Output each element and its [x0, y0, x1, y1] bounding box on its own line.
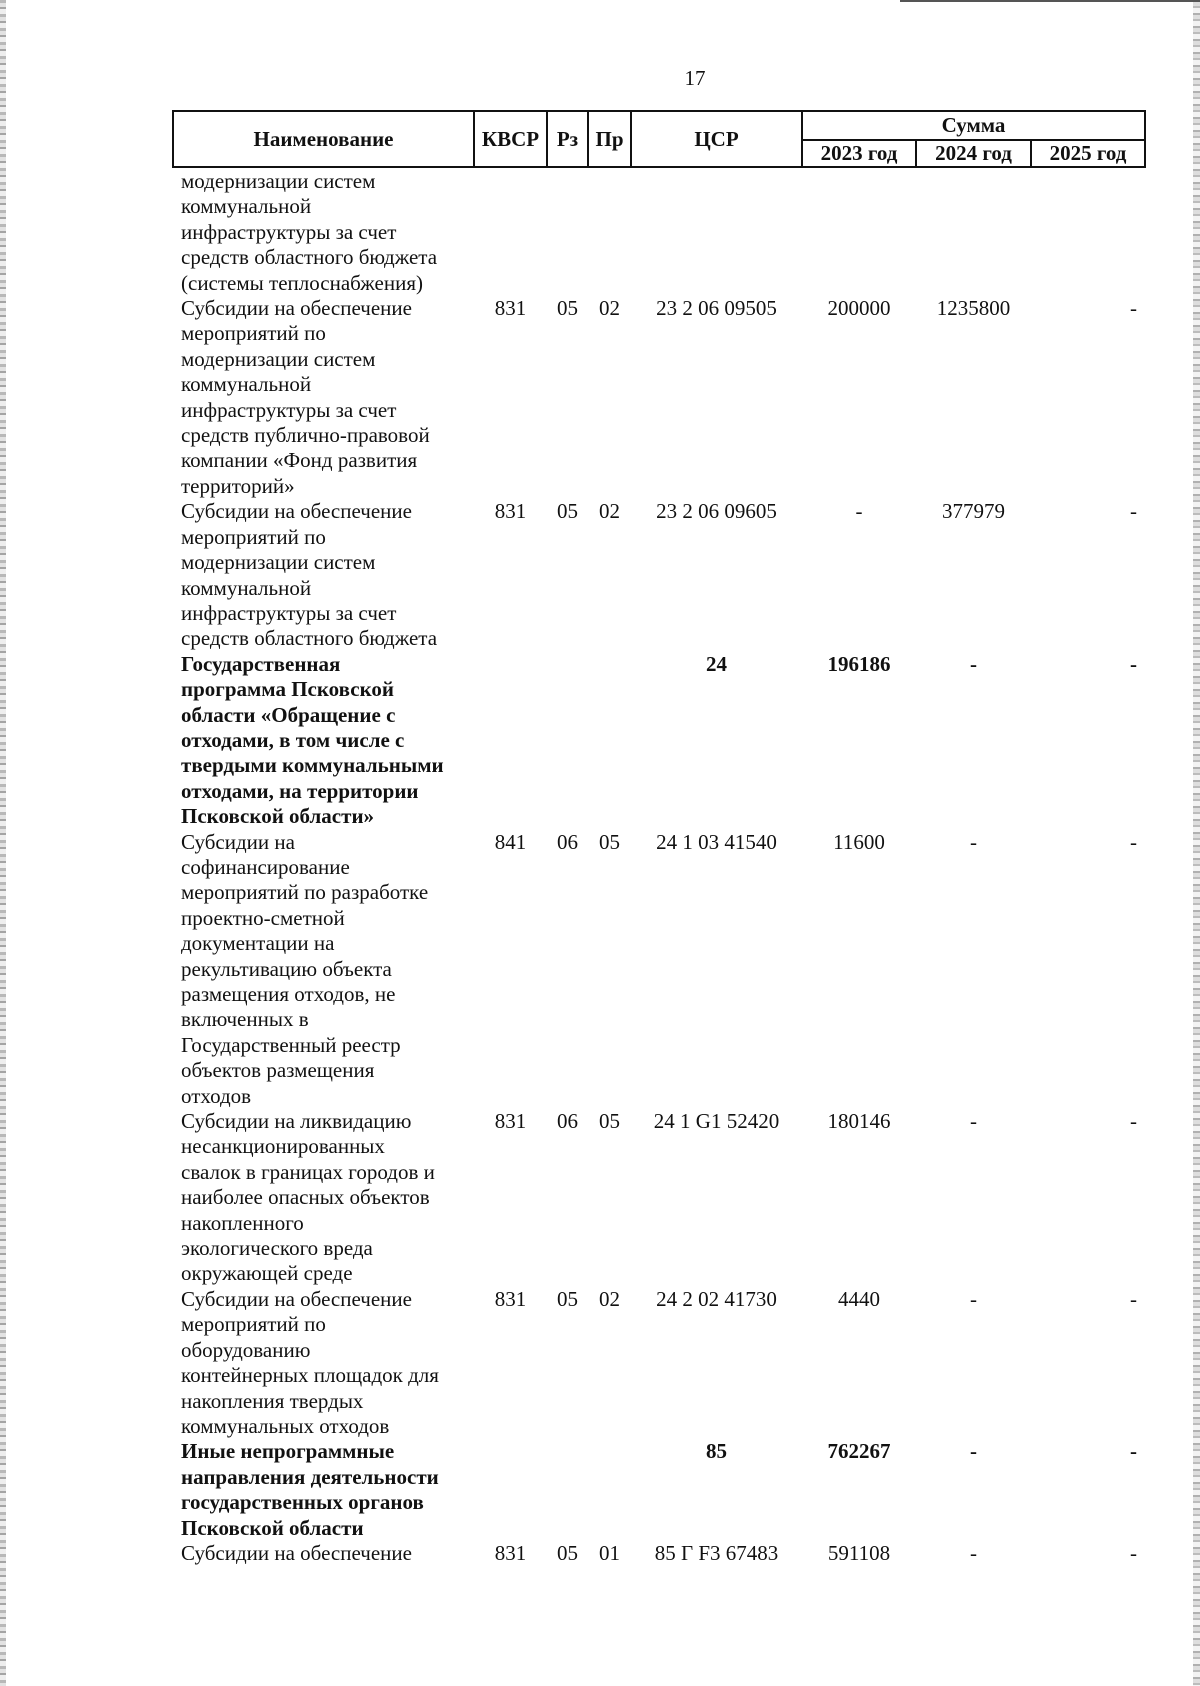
name-line: программа Псковской: [181, 677, 395, 702]
name-line: области «Обращение с: [181, 702, 396, 727]
scan-top-line: [900, 0, 1200, 2]
name-line: направления деятельности: [181, 1464, 439, 1489]
cell-2024: -: [970, 829, 977, 854]
name-line: (системы теплоснабжения): [181, 270, 423, 295]
cell-2023: 196186: [827, 651, 891, 676]
name-line: проектно-сметной: [181, 905, 345, 930]
cell-2023: 180146: [827, 1109, 891, 1134]
name-line: Иные непрограммные: [181, 1439, 395, 1464]
cell-name: [173, 167, 474, 296]
cell-csr: 24 2 02 41730: [656, 1286, 777, 1311]
cell-2023: 762267: [827, 1439, 891, 1464]
cell-2023: 11600: [833, 829, 885, 854]
name-line: Субсидии на обеспечение: [181, 1540, 412, 1565]
cell-rz: 05: [557, 1286, 578, 1311]
cell-2024: 1235800: [936, 296, 1011, 321]
name-line: компании «Фонд развития: [181, 448, 418, 473]
cell-csr: 85: [706, 1439, 727, 1464]
name-line: свалок в границах городов и: [181, 1159, 435, 1184]
cell-pr: [588, 167, 631, 296]
name-line: рекультивацию объекта: [181, 956, 392, 981]
cell-pr: [588, 652, 631, 830]
table-header: [173, 111, 1145, 167]
cell-kvsr: 831: [494, 296, 527, 321]
table-row: [173, 167, 1145, 296]
name-line: мероприятий по: [181, 524, 326, 549]
header-kvsr: КВСР: [474, 111, 547, 167]
name-line: Субсидии на ликвидацию: [181, 1109, 412, 1134]
cell-rz: 05: [557, 499, 578, 524]
name-line: накопления твердых: [181, 1388, 364, 1413]
name-line: включенных в: [181, 1007, 309, 1032]
name-line: объектов размещения: [181, 1058, 375, 1083]
name-line: средств публично-правовой: [181, 423, 430, 448]
name-line: коммунальной: [181, 194, 312, 219]
name-line: коммунальных отходов: [181, 1413, 390, 1438]
name-line: Государственный реестр: [181, 1032, 401, 1057]
cell-pr: 05: [599, 829, 620, 854]
name-line: средств областного бюджета: [181, 626, 438, 651]
table-row: [173, 830, 1145, 1109]
name-line: инфраструктуры за счет: [181, 397, 397, 422]
table-row: [173, 1541, 1145, 1566]
name-line: Субсидии на обеспечение: [181, 1286, 412, 1311]
header-name: Наименование: [173, 111, 474, 167]
name-line: инфраструктуры за счет: [181, 219, 397, 244]
cell-2025: [1031, 167, 1145, 296]
table-row: [173, 499, 1145, 651]
cell-name: [173, 499, 474, 651]
cell-name: [173, 1109, 474, 1287]
cell-pr: [588, 1439, 631, 1541]
cell-rz: 05: [557, 296, 578, 321]
name-line: инфраструктуры за счет: [181, 600, 397, 625]
cell-csr: [631, 167, 802, 296]
name-line: средств областного бюджета: [181, 245, 438, 270]
cell-name: [173, 1541, 474, 1566]
cell-2024: 377979: [942, 499, 1005, 524]
name-line: мероприятий по: [181, 321, 326, 346]
name-line: накопленного: [181, 1210, 304, 1235]
cell-pr: 05: [599, 1109, 620, 1134]
cell-2025: -: [1130, 296, 1138, 321]
table-row: [173, 1109, 1145, 1287]
name-line: наиболее опасных объектов: [181, 1185, 430, 1210]
scan-edge-right: [1193, 0, 1200, 1686]
cell-csr: 23 2 06 09505: [656, 296, 777, 321]
name-line: Государственная: [181, 651, 341, 676]
header-year-2024: 2024 год: [916, 140, 1031, 167]
header-sum: Сумма: [802, 111, 1145, 140]
cell-rz: 06: [557, 829, 578, 854]
cell-name: [173, 1287, 474, 1439]
cell-kvsr: 831: [494, 1109, 527, 1134]
name-line: коммунальной: [181, 372, 312, 397]
cell-csr: 85 Г F3 67483: [654, 1540, 779, 1565]
header-year-2023: 2023 год: [802, 140, 916, 167]
name-line: отходами, в том числе с: [181, 727, 405, 752]
cell-2023: 200000: [827, 296, 891, 321]
table-row: [173, 1439, 1145, 1541]
name-line: отходами, на территории: [181, 778, 419, 803]
header-year-2025: 2025 год: [1031, 140, 1145, 167]
cell-kvsr: [474, 167, 547, 296]
cell-rz: [547, 1439, 588, 1541]
name-line: территорий»: [181, 473, 295, 498]
cell-2025: -: [1130, 1109, 1138, 1134]
name-line: модернизации систем: [181, 346, 376, 371]
name-line: контейнерных площадок для: [181, 1363, 439, 1388]
cell-rz: 06: [557, 1109, 578, 1134]
name-line: софинансирование: [181, 854, 350, 879]
cell-2024: -: [970, 1109, 977, 1134]
cell-pr: 02: [599, 296, 620, 321]
cell-kvsr: 831: [494, 1540, 527, 1565]
cell-2025: -: [1130, 1540, 1138, 1565]
cell-pr: 01: [599, 1540, 620, 1565]
name-line: Псковской области»: [181, 804, 375, 829]
cell-2023: 4440: [838, 1286, 880, 1311]
page-number: 17: [684, 66, 706, 90]
cell-kvsr: 831: [494, 1286, 527, 1311]
cell-name: [173, 296, 474, 499]
cell-csr: 24 1 G1 52420: [653, 1109, 780, 1134]
name-line: экологического вреда: [181, 1236, 373, 1261]
cell-kvsr: [474, 1439, 547, 1541]
header-csr: ЦСР: [631, 111, 802, 167]
cell-name: [173, 1439, 474, 1541]
cell-2024: -: [970, 1286, 977, 1311]
cell-2024: -: [970, 1439, 977, 1464]
name-line: Субсидии на обеспечение: [181, 499, 412, 524]
name-line: коммунальной: [181, 575, 312, 600]
budget-table: [172, 110, 1146, 1566]
cell-kvsr: [474, 652, 547, 830]
cell-rz: 05: [557, 1540, 578, 1565]
cell-pr: 02: [599, 499, 620, 524]
table-body: [173, 167, 1145, 1566]
cell-name: [173, 652, 474, 830]
header-rz: Рз: [547, 111, 588, 167]
cell-csr: 24 1 03 41540: [656, 829, 777, 854]
name-line: отходов: [181, 1083, 252, 1108]
cell-pr: 02: [599, 1286, 620, 1311]
cell-kvsr: 831: [494, 499, 527, 524]
name-line: твердыми коммунальными: [181, 753, 444, 778]
cell-rz: [547, 167, 588, 296]
cell-2025: -: [1130, 499, 1138, 524]
table-row: [173, 296, 1145, 499]
table-row: [173, 652, 1145, 830]
name-line: государственных органов: [181, 1490, 424, 1515]
name-line: окружающей среде: [181, 1261, 353, 1286]
cell-2025: -: [1130, 1439, 1138, 1464]
name-line: размещения отходов, не: [181, 982, 396, 1006]
cell-csr: 23 2 06 09605: [656, 499, 777, 524]
cell-2024: [916, 167, 1031, 296]
cell-2023: [802, 167, 916, 296]
cell-2025: -: [1130, 829, 1138, 854]
cell-kvsr: 841: [494, 829, 527, 854]
name-line: Субсидии на: [181, 829, 295, 854]
cell-2024: -: [970, 1540, 977, 1565]
name-line: мероприятий по: [181, 1312, 326, 1337]
name-line: модернизации систем: [181, 550, 376, 575]
cell-2023: -: [855, 499, 863, 524]
name-line: мероприятий по разработке: [181, 880, 429, 905]
cell-2025: -: [1130, 1286, 1138, 1311]
name-line: документации на: [181, 931, 335, 956]
cell-csr: 24: [706, 651, 727, 676]
cell-2023: 591108: [827, 1540, 891, 1565]
table-row: [173, 1287, 1145, 1439]
name-line: модернизации систем: [181, 169, 376, 193]
cell-2024: -: [970, 651, 977, 676]
cell-2025: -: [1130, 651, 1138, 676]
header-pr: Пр: [588, 111, 631, 167]
name-line: оборудованию: [181, 1337, 311, 1362]
name-line: Субсидии на обеспечение: [181, 296, 412, 321]
cell-rz: [547, 652, 588, 830]
name-line: Псковской области: [181, 1515, 364, 1540]
cell-name: [173, 830, 474, 1109]
scan-edge-left: [0, 0, 6, 1686]
name-line: несанкционированных: [181, 1134, 385, 1159]
